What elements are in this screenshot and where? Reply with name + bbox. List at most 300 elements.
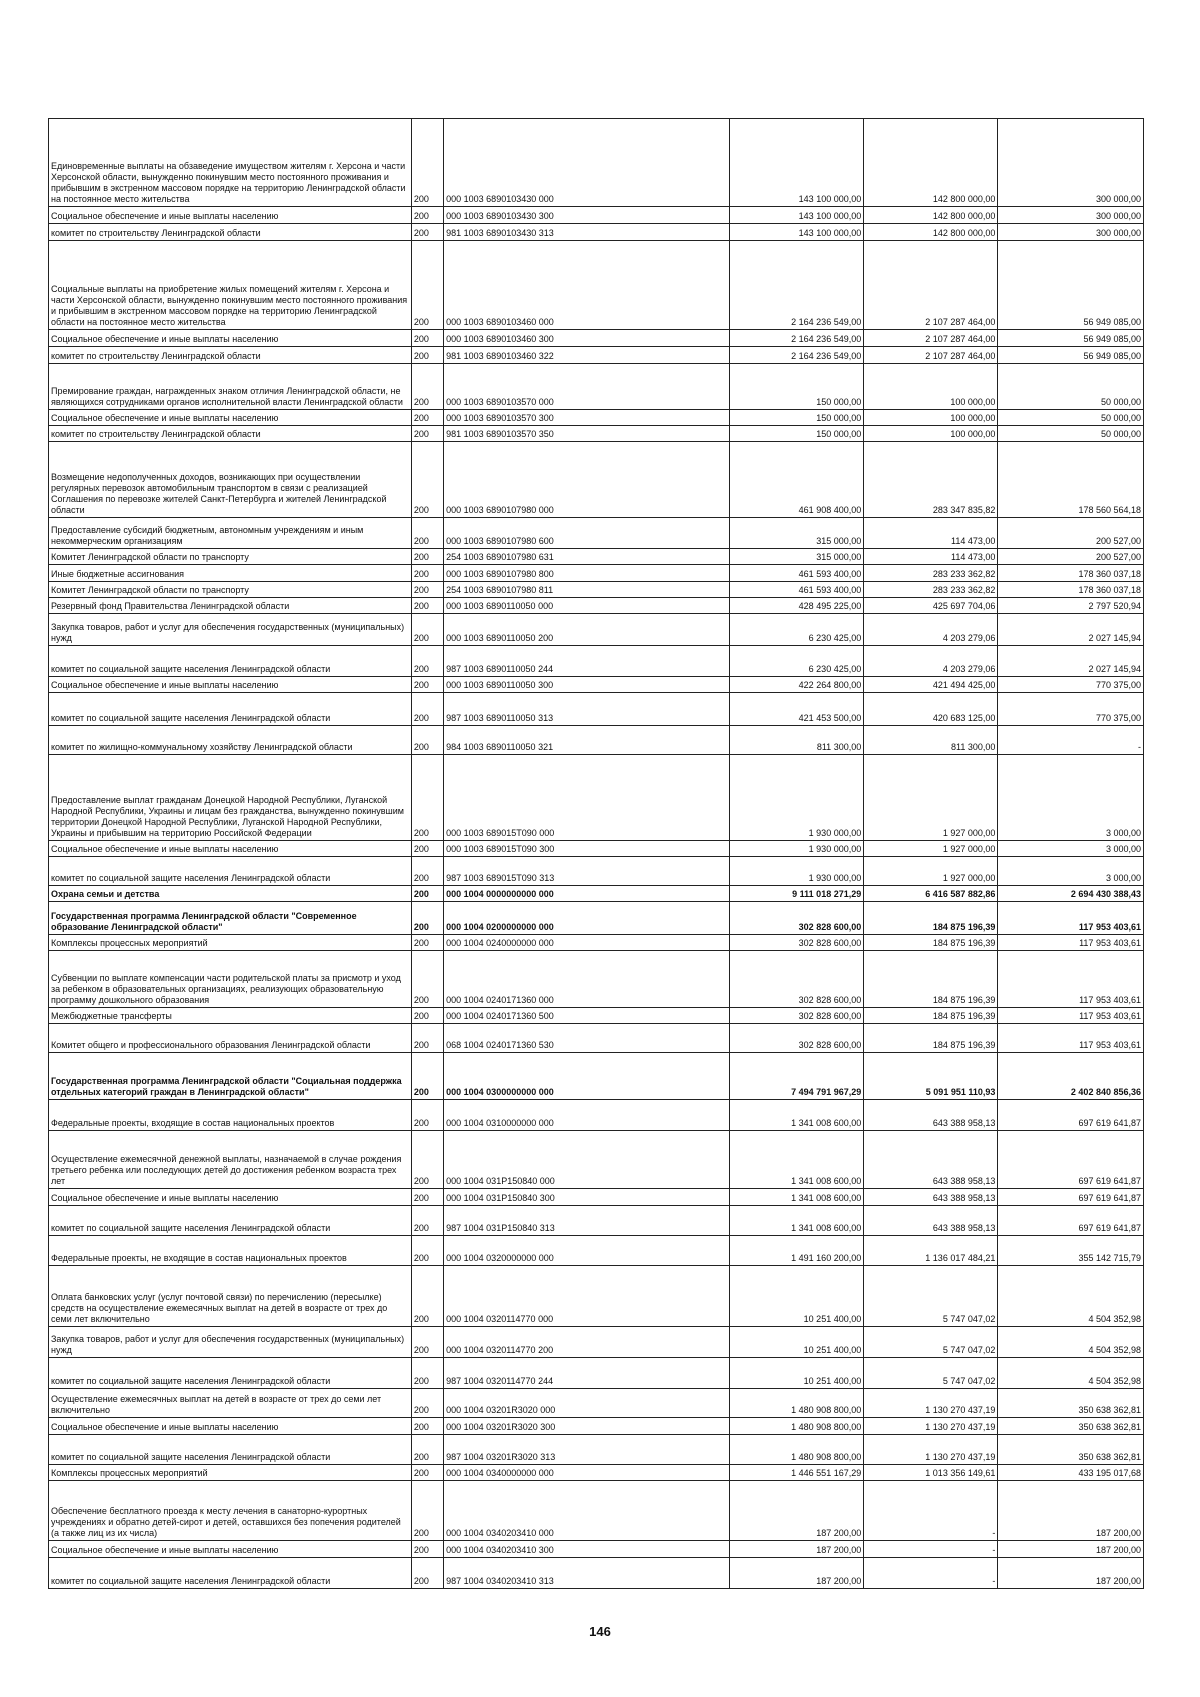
row-remaining: 117 953 403,61 (998, 951, 1144, 1008)
row-classification: 000 1004 0320114770 000 (444, 1266, 730, 1327)
row-code: 200 (411, 330, 443, 347)
row-classification: 987 1004 03201R3020 313 (444, 1435, 730, 1465)
row-classification: 000 1003 6890110050 300 (444, 677, 730, 693)
row-executed: 283 233 362,82 (864, 565, 998, 582)
row-code: 200 (411, 1465, 443, 1481)
row-approved: 1 491 160 200,00 (730, 1236, 864, 1266)
row-name: Единовременные выплаты на обзаведение имуществом жителям г. Херсона и части Херсонской области, вынужденно покинувшим место постоянного проживания и прибывшим в экстренном массовом порядке на территорию Ленинградской области на постоянное место жительства (49, 119, 412, 207)
row-name: Иные бюджетные ассигнования (49, 565, 412, 582)
row-approved: 1 480 908 800,00 (730, 1389, 864, 1418)
table-row (49, 330, 1144, 347)
row-name: Закупка товаров, работ и услуг для обеспечения государственных (муниципальных) нужд (49, 614, 412, 646)
row-executed: 643 388 958,13 (864, 1100, 998, 1131)
row-name: Оплата банковских услуг (услуг почтовой связи) по перечислению (пересылке) средств на осуществление ежемесячных выплат на детей в возрасте от трех до семи лет включительно (49, 1266, 412, 1327)
row-executed: 2 107 287 464,00 (864, 347, 998, 364)
row-code: 200 (411, 841, 443, 857)
row-remaining: 350 638 362,81 (998, 1418, 1144, 1435)
row-code: 200 (411, 1327, 443, 1358)
row-name: Комитет общего и профессионального образования Ленинградской области (49, 1024, 412, 1053)
row-approved: 422 264 800,00 (730, 677, 864, 693)
row-executed: 1 130 270 437,19 (864, 1418, 998, 1435)
row-code: 200 (411, 1389, 443, 1418)
table-row (49, 598, 1144, 614)
row-approved: 143 100 000,00 (730, 207, 864, 224)
row-executed: 420 683 125,00 (864, 693, 998, 726)
row-name: Осуществление ежемесячных выплат на детей в возрасте от трех до семи лет включительно (49, 1389, 412, 1418)
row-name: комитет по социальной защите населения Ленинградской области (49, 857, 412, 886)
row-remaining: 697 619 641,87 (998, 1100, 1144, 1131)
row-remaining: 50 000,00 (998, 410, 1144, 426)
table-row (49, 886, 1144, 902)
row-classification: 254 1003 6890107980 811 (444, 582, 730, 598)
row-executed: 283 233 362,82 (864, 582, 998, 598)
row-approved: 302 828 600,00 (730, 935, 864, 951)
row-code: 200 (411, 442, 443, 518)
row-code: 200 (411, 614, 443, 646)
row-name: Премирование граждан, награжденных знаком отличия Ленинградской области, не являющихся сотрудниками органов исполнительной власти Ленинградской области (49, 364, 412, 410)
row-approved: 302 828 600,00 (730, 902, 864, 935)
row-name: комитет по строительству Ленинградской области (49, 347, 412, 364)
row-remaining: 117 953 403,61 (998, 935, 1144, 951)
row-approved: 302 828 600,00 (730, 1008, 864, 1024)
table-row (49, 857, 1144, 886)
row-name: Возмещение недополученных доходов, возникающих при осуществлении регулярных перевозок автомобильным транспортом в связи с реализацией Соглашения по перевозке жителей Санкт-Петербурга и жителей Ленинградской области (49, 442, 412, 518)
row-classification: 981 1003 6890103570 350 (444, 426, 730, 442)
row-code: 200 (411, 1541, 443, 1558)
row-remaining: 4 504 352,98 (998, 1327, 1144, 1358)
table-row (49, 614, 1144, 646)
row-name: Социальные выплаты на приобретение жилых помещений жителям г. Херсона и части Херсонской области, вынужденно покинувшим место постоянного проживания и прибывшим в экстренном массовом порядке на территорию Ленинградской области на постоянное место жительства (49, 241, 412, 330)
row-classification: 000 1004 0340000000 000 (444, 1465, 730, 1481)
row-approved: 1 930 000,00 (730, 841, 864, 857)
table-row (49, 1206, 1144, 1236)
row-name: Закупка товаров, работ и услуг для обеспечения государственных (муниципальных) нужд (49, 1327, 412, 1358)
table-row (49, 1266, 1144, 1327)
row-classification: 984 1003 6890110050 321 (444, 726, 730, 755)
table-row (49, 549, 1144, 565)
table-row (49, 1418, 1144, 1435)
table-row (49, 364, 1144, 410)
row-classification: 981 1003 6890103460 322 (444, 347, 730, 364)
row-approved: 421 453 500,00 (730, 693, 864, 726)
table-row (49, 935, 1144, 951)
table-row (49, 1435, 1144, 1465)
row-remaining: 3 000,00 (998, 755, 1144, 841)
row-code: 200 (411, 347, 443, 364)
row-remaining: 300 000,00 (998, 224, 1144, 241)
table-row (49, 1131, 1144, 1189)
row-name: комитет по социальной защите населения Ленинградской области (49, 1558, 412, 1589)
row-remaining: 697 619 641,87 (998, 1131, 1144, 1189)
row-approved: 428 495 225,00 (730, 598, 864, 614)
row-remaining: 56 949 085,00 (998, 347, 1144, 364)
row-classification: 000 1004 0320114770 200 (444, 1327, 730, 1358)
row-remaining: 697 619 641,87 (998, 1189, 1144, 1206)
row-classification: 000 1003 6890110050 000 (444, 598, 730, 614)
row-remaining: 697 619 641,87 (998, 1206, 1144, 1236)
row-approved: 1 341 008 600,00 (730, 1100, 864, 1131)
row-code: 200 (411, 1206, 443, 1236)
row-classification: 000 1004 03201R3020 000 (444, 1389, 730, 1418)
table-row (49, 646, 1144, 677)
row-name: Социальное обеспечение и иные выплаты населению (49, 1541, 412, 1558)
row-approved: 315 000,00 (730, 549, 864, 565)
row-approved: 150 000,00 (730, 364, 864, 410)
row-name: комитет по социальной защите населения Ленинградской области (49, 1435, 412, 1465)
row-executed: 184 875 196,39 (864, 1008, 998, 1024)
row-name: Федеральные проекты, не входящие в состав национальных проектов (49, 1236, 412, 1266)
row-approved: 187 200,00 (730, 1558, 864, 1589)
row-approved: 9 111 018 271,29 (730, 886, 864, 902)
row-classification: 000 1004 0240171360 500 (444, 1008, 730, 1024)
table-row (49, 726, 1144, 755)
row-code: 200 (411, 1189, 443, 1206)
row-code: 200 (411, 224, 443, 241)
row-code: 200 (411, 886, 443, 902)
table-row (49, 442, 1144, 518)
row-code: 200 (411, 857, 443, 886)
row-name: комитет по жилищно-коммунальному хозяйству Ленинградской области (49, 726, 412, 755)
row-approved: 2 164 236 549,00 (730, 347, 864, 364)
row-approved: 1 480 908 800,00 (730, 1435, 864, 1465)
row-code: 200 (411, 902, 443, 935)
table-row (49, 1008, 1144, 1024)
row-code: 200 (411, 565, 443, 582)
row-classification: 000 1004 0320000000 000 (444, 1236, 730, 1266)
row-code: 200 (411, 1131, 443, 1189)
row-executed: 5 747 047,02 (864, 1327, 998, 1358)
row-code: 200 (411, 426, 443, 442)
row-remaining: 300 000,00 (998, 207, 1144, 224)
row-classification: 000 1003 6890103570 300 (444, 410, 730, 426)
row-executed: 100 000,00 (864, 364, 998, 410)
row-remaining: 3 000,00 (998, 841, 1144, 857)
row-classification: 000 1004 0300000000 000 (444, 1053, 730, 1100)
row-remaining: 117 953 403,61 (998, 1024, 1144, 1053)
row-name: Социальное обеспечение и иные выплаты населению (49, 410, 412, 426)
row-remaining: 50 000,00 (998, 364, 1144, 410)
row-code: 200 (411, 549, 443, 565)
row-remaining: - (998, 726, 1144, 755)
row-executed: 811 300,00 (864, 726, 998, 755)
row-remaining: 178 560 564,18 (998, 442, 1144, 518)
row-code: 200 (411, 726, 443, 755)
row-executed: 142 800 000,00 (864, 207, 998, 224)
row-classification: 987 1004 031Р150840 313 (444, 1206, 730, 1236)
table-body (49, 119, 1144, 1589)
row-remaining: 2 694 430 388,43 (998, 886, 1144, 902)
row-executed: 5 747 047,02 (864, 1358, 998, 1389)
row-code: 200 (411, 582, 443, 598)
row-classification: 000 1004 031Р150840 000 (444, 1131, 730, 1189)
row-executed: 425 697 704,06 (864, 598, 998, 614)
row-executed: 421 494 425,00 (864, 677, 998, 693)
row-classification: 000 1003 689015Т090 300 (444, 841, 730, 857)
row-approved: 1 446 551 167,29 (730, 1465, 864, 1481)
row-executed: 114 473,00 (864, 518, 998, 549)
row-executed: 1 136 017 484,21 (864, 1236, 998, 1266)
row-approved: 10 251 400,00 (730, 1266, 864, 1327)
row-name: Комитет Ленинградской области по транспорту (49, 549, 412, 565)
row-approved: 1 930 000,00 (730, 857, 864, 886)
row-executed: 643 388 958,13 (864, 1206, 998, 1236)
row-remaining: 770 375,00 (998, 677, 1144, 693)
row-name: Комплексы процессных мероприятий (49, 1465, 412, 1481)
row-remaining: 4 504 352,98 (998, 1266, 1144, 1327)
row-code: 200 (411, 207, 443, 224)
row-name: Социальное обеспечение и иные выплаты населению (49, 207, 412, 224)
table-row (49, 841, 1144, 857)
row-name: комитет по строительству Ленинградской области (49, 224, 412, 241)
row-approved: 1 341 008 600,00 (730, 1131, 864, 1189)
row-remaining: 117 953 403,61 (998, 1008, 1144, 1024)
row-remaining: 178 360 037,18 (998, 582, 1144, 598)
table-row (49, 951, 1144, 1008)
row-remaining: 187 200,00 (998, 1541, 1144, 1558)
row-classification: 000 1004 0340203410 000 (444, 1481, 730, 1541)
row-name: Комплексы процессных мероприятий (49, 935, 412, 951)
row-classification: 987 1004 0340203410 313 (444, 1558, 730, 1589)
row-name: Охрана семьи и детства (49, 886, 412, 902)
page-number: 146 (589, 1624, 611, 1639)
row-remaining: 300 000,00 (998, 119, 1144, 207)
row-name: Предоставление выплат гражданам Донецкой Народной Республики, Луганской Народной Республики, Украины и лицам без гражданства, вынужденно покинувшим территории Донецкой Народной Республики, Луганской Народной Республики, Украины и прибывшим на территорию Российской Федерации (49, 755, 412, 841)
row-executed: 1 927 000,00 (864, 755, 998, 841)
row-name: Резервный фонд Правительства Ленинградской области (49, 598, 412, 614)
row-executed: 6 416 587 882,86 (864, 886, 998, 902)
row-name: комитет по социальной защите населения Ленинградской области (49, 1206, 412, 1236)
row-name: Субвенции по выплате компенсации части родительской платы за присмотр и уход за ребенком в образовательных организациях, реализующих образовательную программу дошкольного образования (49, 951, 412, 1008)
row-code: 200 (411, 1435, 443, 1465)
row-remaining: 350 638 362,81 (998, 1389, 1144, 1418)
row-classification: 000 1003 6890107980 800 (444, 565, 730, 582)
row-classification: 000 1003 6890103460 000 (444, 241, 730, 330)
row-name: Межбюджетные трансферты (49, 1008, 412, 1024)
table-row (49, 426, 1144, 442)
row-code: 200 (411, 935, 443, 951)
row-approved: 143 100 000,00 (730, 224, 864, 241)
row-executed: 100 000,00 (864, 426, 998, 442)
row-remaining: 2 027 145,94 (998, 614, 1144, 646)
table-row (49, 755, 1144, 841)
row-classification: 000 1004 031Р150840 300 (444, 1189, 730, 1206)
row-approved: 187 200,00 (730, 1541, 864, 1558)
row-code: 200 (411, 518, 443, 549)
table-row (49, 1024, 1144, 1053)
row-code: 200 (411, 1418, 443, 1435)
row-code: 200 (411, 646, 443, 677)
row-classification: 254 1003 6890107980 631 (444, 549, 730, 565)
row-executed: - (864, 1541, 998, 1558)
row-classification: 000 1004 0000000000 000 (444, 886, 730, 902)
row-name: Социальное обеспечение и иные выплаты населению (49, 677, 412, 693)
table-row (49, 1236, 1144, 1266)
row-code: 200 (411, 364, 443, 410)
table-row (49, 582, 1144, 598)
row-remaining: 117 953 403,61 (998, 902, 1144, 935)
table-row (49, 347, 1144, 364)
row-executed: 643 388 958,13 (864, 1131, 998, 1189)
row-executed: 2 107 287 464,00 (864, 330, 998, 347)
row-approved: 461 908 400,00 (730, 442, 864, 518)
row-executed: 4 203 279,06 (864, 614, 998, 646)
row-remaining: 200 527,00 (998, 549, 1144, 565)
row-executed: 100 000,00 (864, 410, 998, 426)
row-executed: 5 747 047,02 (864, 1266, 998, 1327)
row-code: 200 (411, 1358, 443, 1389)
row-classification: 000 1003 6890107980 600 (444, 518, 730, 549)
row-remaining: 56 949 085,00 (998, 241, 1144, 330)
row-remaining: 2 027 145,94 (998, 646, 1144, 677)
row-remaining: 187 200,00 (998, 1481, 1144, 1541)
row-approved: 1 480 908 800,00 (730, 1418, 864, 1435)
row-name: Государственная программа Ленинградской области "Социальная поддержка отдельных категорий граждан в Ленинградской области" (49, 1053, 412, 1100)
row-name: Социальное обеспечение и иные выплаты населению (49, 841, 412, 857)
table-row (49, 224, 1144, 241)
table-row (49, 1465, 1144, 1481)
row-approved: 461 593 400,00 (730, 582, 864, 598)
row-approved: 10 251 400,00 (730, 1358, 864, 1389)
table-row (49, 1481, 1144, 1541)
row-approved: 143 100 000,00 (730, 119, 864, 207)
row-remaining: 187 200,00 (998, 1558, 1144, 1589)
row-name: комитет по социальной защите населения Ленинградской области (49, 693, 412, 726)
row-executed: 1 927 000,00 (864, 841, 998, 857)
row-classification: 000 1003 689015Т090 000 (444, 755, 730, 841)
table-row (49, 1558, 1144, 1589)
row-name: комитет по строительству Ленинградской области (49, 426, 412, 442)
row-approved: 6 230 425,00 (730, 614, 864, 646)
table-row (49, 1100, 1144, 1131)
row-code: 200 (411, 1558, 443, 1589)
row-approved: 7 494 791 967,29 (730, 1053, 864, 1100)
row-code: 200 (411, 951, 443, 1008)
row-name: Социальное обеспечение и иные выплаты населению (49, 1418, 412, 1435)
row-approved: 150 000,00 (730, 410, 864, 426)
row-remaining: 178 360 037,18 (998, 565, 1144, 582)
row-classification: 000 1003 6890103460 300 (444, 330, 730, 347)
row-classification: 000 1003 6890103430 300 (444, 207, 730, 224)
row-executed: 184 875 196,39 (864, 951, 998, 1008)
row-code: 200 (411, 1100, 443, 1131)
row-executed: 2 107 287 464,00 (864, 241, 998, 330)
row-code: 200 (411, 755, 443, 841)
row-approved: 461 593 400,00 (730, 565, 864, 582)
row-executed: 1 130 270 437,19 (864, 1389, 998, 1418)
row-name: Федеральные проекты, входящие в состав национальных проектов (49, 1100, 412, 1131)
budget-execution-table (48, 118, 1144, 1589)
table-row (49, 119, 1144, 207)
row-approved: 2 164 236 549,00 (730, 241, 864, 330)
row-executed: 4 203 279,06 (864, 646, 998, 677)
row-classification: 987 1004 0320114770 244 (444, 1358, 730, 1389)
table-row (49, 1053, 1144, 1100)
row-approved: 302 828 600,00 (730, 1024, 864, 1053)
row-classification: 000 1004 0340203410 300 (444, 1541, 730, 1558)
row-code: 200 (411, 598, 443, 614)
row-name: комитет по социальной защите населения Ленинградской области (49, 646, 412, 677)
row-classification: 987 1003 6890110050 244 (444, 646, 730, 677)
row-approved: 302 828 600,00 (730, 951, 864, 1008)
row-executed: 114 473,00 (864, 549, 998, 565)
row-approved: 10 251 400,00 (730, 1327, 864, 1358)
row-executed: 283 347 835,82 (864, 442, 998, 518)
table-row (49, 1541, 1144, 1558)
row-approved: 1 930 000,00 (730, 755, 864, 841)
row-executed: 184 875 196,39 (864, 1024, 998, 1053)
row-code: 200 (411, 1266, 443, 1327)
row-classification: 000 1003 6890110050 200 (444, 614, 730, 646)
row-name: комитет по социальной защите населения Ленинградской области (49, 1358, 412, 1389)
row-name: Предоставление субсидий бюджетным, автономным учреждениям и иным некоммерческим организациям (49, 518, 412, 549)
row-executed: 1 013 356 149,61 (864, 1465, 998, 1481)
row-code: 200 (411, 1053, 443, 1100)
row-approved: 1 341 008 600,00 (730, 1206, 864, 1236)
row-code: 200 (411, 241, 443, 330)
row-executed: 142 800 000,00 (864, 224, 998, 241)
row-name: Обеспечение бесплатного проезда к месту лечения в санаторно-курортных учреждениях и обратно детей-сирот и детей, оставшихся без попечения родителей (а также лиц из их числа) (49, 1481, 412, 1541)
row-classification: 987 1003 689015Т090 313 (444, 857, 730, 886)
row-code: 200 (411, 677, 443, 693)
row-classification: 000 1003 6890103430 000 (444, 119, 730, 207)
row-code: 200 (411, 1008, 443, 1024)
row-approved: 150 000,00 (730, 426, 864, 442)
row-remaining: 200 527,00 (998, 518, 1144, 549)
row-approved: 6 230 425,00 (730, 646, 864, 677)
row-remaining: 2 797 520,94 (998, 598, 1144, 614)
row-classification: 981 1003 6890103430 313 (444, 224, 730, 241)
row-remaining: 56 949 085,00 (998, 330, 1144, 347)
table-row (49, 1327, 1144, 1358)
row-classification: 068 1004 0240171360 530 (444, 1024, 730, 1053)
row-remaining: 355 142 715,79 (998, 1236, 1144, 1266)
row-code: 200 (411, 1236, 443, 1266)
table-row (49, 565, 1144, 582)
row-remaining: 433 195 017,68 (998, 1465, 1144, 1481)
row-classification: 000 1003 6890103570 000 (444, 364, 730, 410)
row-executed: 184 875 196,39 (864, 935, 998, 951)
table-row (49, 410, 1144, 426)
table-row (49, 677, 1144, 693)
row-approved: 2 164 236 549,00 (730, 330, 864, 347)
row-executed: - (864, 1481, 998, 1541)
row-name: Осуществление ежемесячной денежной выплаты, назначаемой в случае рождения третьего ребенка или последующих детей до достижения ребенком возраста трех лет (49, 1131, 412, 1189)
row-name: Социальное обеспечение и иные выплаты населению (49, 330, 412, 347)
row-executed: 142 800 000,00 (864, 119, 998, 207)
row-executed: 1 130 270 437,19 (864, 1435, 998, 1465)
row-remaining: 770 375,00 (998, 693, 1144, 726)
row-remaining: 2 402 840 856,36 (998, 1053, 1144, 1100)
row-classification: 000 1004 0240171360 000 (444, 951, 730, 1008)
row-code: 200 (411, 1481, 443, 1541)
row-remaining: 4 504 352,98 (998, 1358, 1144, 1389)
table-row (49, 1358, 1144, 1389)
row-approved: 187 200,00 (730, 1481, 864, 1541)
row-classification: 000 1003 6890107980 000 (444, 442, 730, 518)
row-approved: 1 341 008 600,00 (730, 1189, 864, 1206)
table-row (49, 207, 1144, 224)
row-remaining: 3 000,00 (998, 857, 1144, 886)
table-row (49, 902, 1144, 935)
row-remaining: 50 000,00 (998, 426, 1144, 442)
table-row (49, 241, 1144, 330)
row-executed: 184 875 196,39 (864, 902, 998, 935)
row-name: Государственная программа Ленинградской области "Современное образование Ленинградской области" (49, 902, 412, 935)
row-executed: 1 927 000,00 (864, 857, 998, 886)
row-executed: - (864, 1558, 998, 1589)
table-row (49, 1189, 1144, 1206)
row-classification: 000 1004 03201R3020 300 (444, 1418, 730, 1435)
